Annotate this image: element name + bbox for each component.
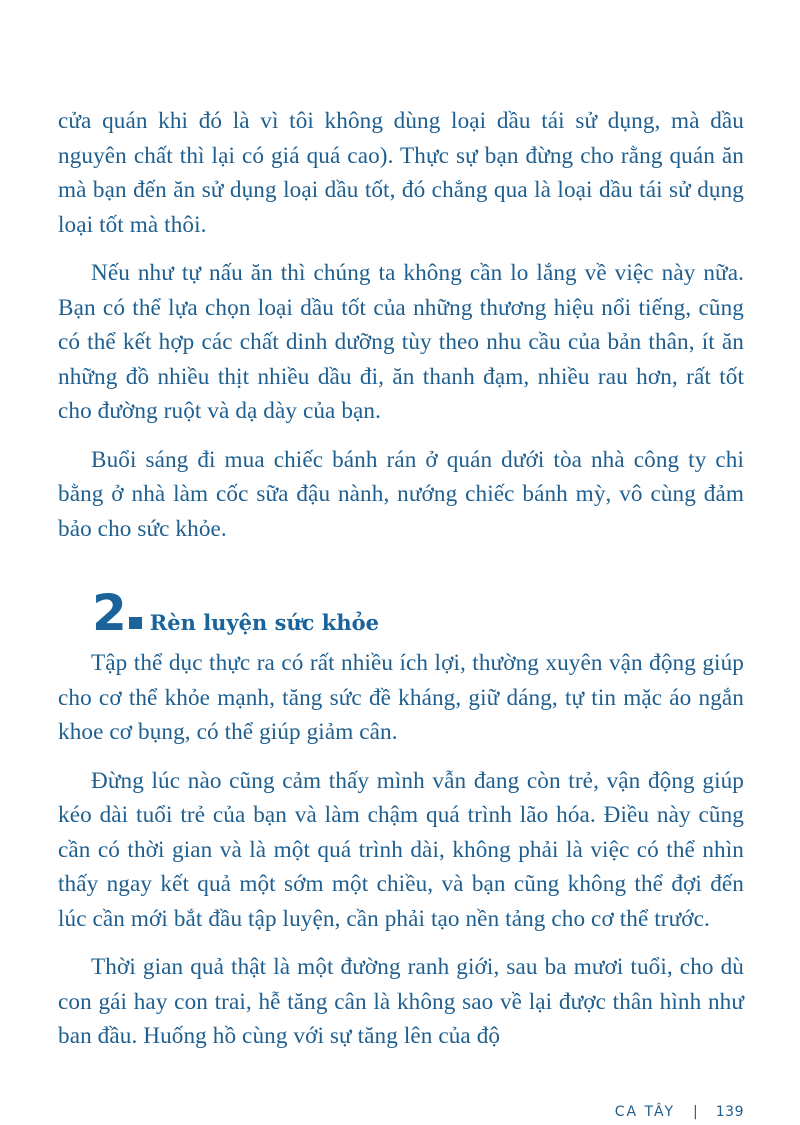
paragraph-exercise-benefits: Tập thể dục thực ra có rất nhiều ích lợi, thường xuyên vận động giúp cho cơ thể khỏe mạnh, tăng sức đề kháng, giữ dáng, tự tin mặc áo ngắn khoe cơ bụng, có thể giúp giảm cân. (58, 650, 744, 745)
paragraph-continuation: cửa quán khi đó là vì tôi không dùng loại dầu tái sử dụng, mà dầu nguyên chất thì lại có giá quá cao). Thực sự bạn đừng cho rằng quán ăn mà bạn đến ăn sử dụng loại dầu tốt, đó chẳng qua là loại dầu tái sử dụng loại tốt mà thôi. (58, 108, 744, 238)
section-number: 2 (92, 584, 127, 642)
paragraph-after-thirty: Thời gian quả thật là một đường ranh giới, sau ba mươi tuổi, cho dù con gái hay con trai, hễ tăng cân là không sao về lại được thân hình như ban đầu. Huống hồ cùng với sự tăng lên của độ (58, 954, 744, 1049)
page-number: 139 (715, 1104, 744, 1120)
page-footer (615, 1104, 744, 1120)
book-page (58, 104, 744, 1068)
section-heading (58, 584, 744, 646)
paragraph-stay-young: Đừng lúc nào cũng cảm thấy mình vẫn đang còn trẻ, vận động giúp kéo dài tuổi trẻ của bạn và làm chậm quá trình lão hóa. Điều này cũng cần có thời gian và là một quá trình dài, không phải là việc có thể nhìn thấy ngay kết quả một sớm một chiều, và bạn cũng không thể đợi đến lúc cần mới bắt đầu tập luyện, cần phải tạo nền tảng cho cơ thể trước. (58, 767, 744, 932)
paragraph-breakfast: Buổi sáng đi mua chiếc bánh rán ở quán dưới tòa nhà công ty chi bằng ở nhà làm cốc sữa đậu nành, nướng chiếc bánh mỳ, vô cùng đảm bảo cho sức khỏe. (58, 446, 744, 542)
footer-author: CA TÂY (614, 1104, 676, 1120)
section-number-dot (129, 617, 142, 629)
footer-separator: | (693, 1104, 698, 1120)
paragraph-cooking-at-home: Nếu như tự nấu ăn thì chúng ta không cần lo lắng về việc này nữa. Bạn có thể lựa chọn loại dầu tốt của những thương hiệu nổi tiếng, cũng có thể kết hợp các chất dinh dưỡng tùy theo nhu cầu của bản thân, ít ăn những đồ nhiều thịt nhiều dầu đi, ăn thanh đạm, nhiều rau hơn, rất tốt cho đường ruột và dạ dày của bạn. (58, 260, 744, 424)
section-title: Rèn luyện sức khỏe (149, 610, 379, 635)
